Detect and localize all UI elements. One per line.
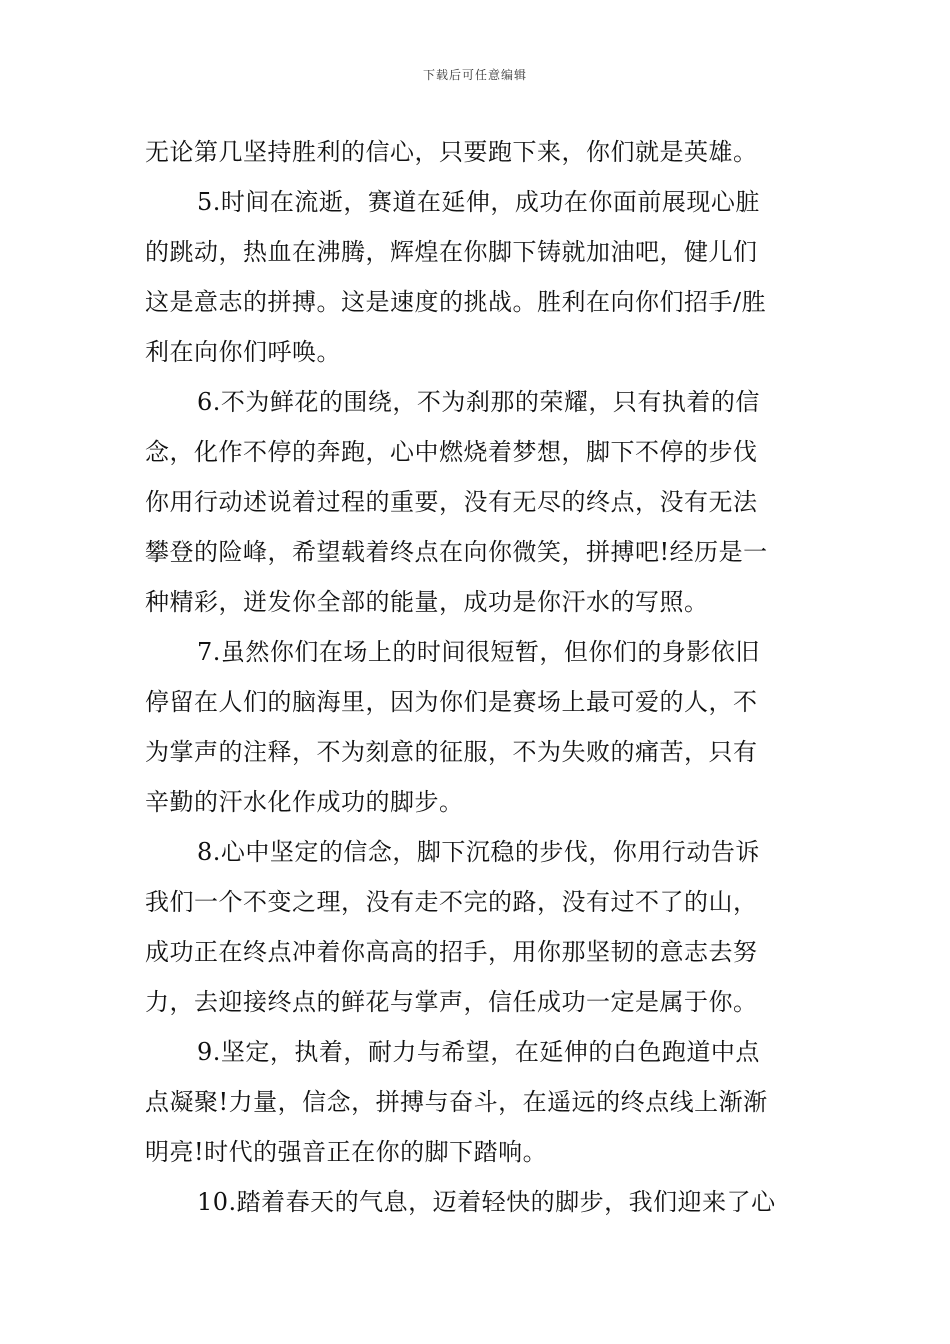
text-line: 停留在人们的脑海里，因为你们是赛场上最可爱的人，不 <box>145 688 758 716</box>
text-line: 明亮!时代的强音正在你的脚下踏响。 <box>145 1138 548 1166</box>
document-body <box>145 127 807 1227</box>
text-line: 点凝聚!力量，信念，拼搏与奋斗，在遥远的终点线上渐渐 <box>145 1088 768 1116</box>
text-line: 力，去迎接终点的鲜花与掌声，信任成功一定是属于你。 <box>145 988 758 1016</box>
text-line: 的跳动，热血在沸腾，辉煌在你脚下铸就加油吧，健儿们 <box>145 238 758 266</box>
text-line: 5.时间在流逝，赛道在延伸，成功在你面前展现心脏 <box>197 188 760 216</box>
text-line: 8.心中坚定的信念，脚下沉稳的步伐，你用行动告诉 <box>197 838 760 866</box>
text-line: 10.踏着春天的气息，迈着轻快的脚步，我们迎来了心 <box>197 1188 776 1216</box>
text-line: 攀登的险峰，希望载着终点在向你微笑，拼搏吧!经历是一 <box>145 538 768 566</box>
header-note: 下载后可任意编辑 <box>422 68 527 82</box>
text-line: 这是意志的拼搏。这是速度的挑战。胜利在向你们招手/胜 <box>145 288 767 316</box>
text-line: 9.坚定，执着，耐力与希望，在延伸的白色跑道中点 <box>197 1038 760 1066</box>
text-line: 辛勤的汗水化作成功的脚步。 <box>145 788 464 816</box>
text-line: 我们一个不变之理，没有走不完的路，没有过不了的山， <box>145 888 758 916</box>
text-line: 为掌声的注释，不为刻意的征服，不为失败的痛苦，只有 <box>145 738 758 766</box>
text-line: 你用行动述说着过程的重要，没有无尽的终点，没有无法 <box>145 488 758 516</box>
text-line: 7.虽然你们在场上的时间很短暂，但你们的身影依旧 <box>197 638 760 666</box>
text-line: 种精彩，迸发你全部的能量，成功是你汗水的写照。 <box>145 588 709 616</box>
text-line: 利在向你们呼唤。 <box>145 338 341 366</box>
text-line: 无论第几坚持胜利的信心，只要跑下来，你们就是英雄。 <box>145 138 758 166</box>
text-line: 念，化作不停的奔跑，心中燃烧着梦想，脚下不停的步伐 <box>145 438 758 466</box>
text-line: 成功正在终点冲着你高高的招手，用你那坚韧的意志去努 <box>145 938 758 966</box>
text-line: 6.不为鲜花的围绕，不为刹那的荣耀，只有执着的信 <box>197 388 760 416</box>
